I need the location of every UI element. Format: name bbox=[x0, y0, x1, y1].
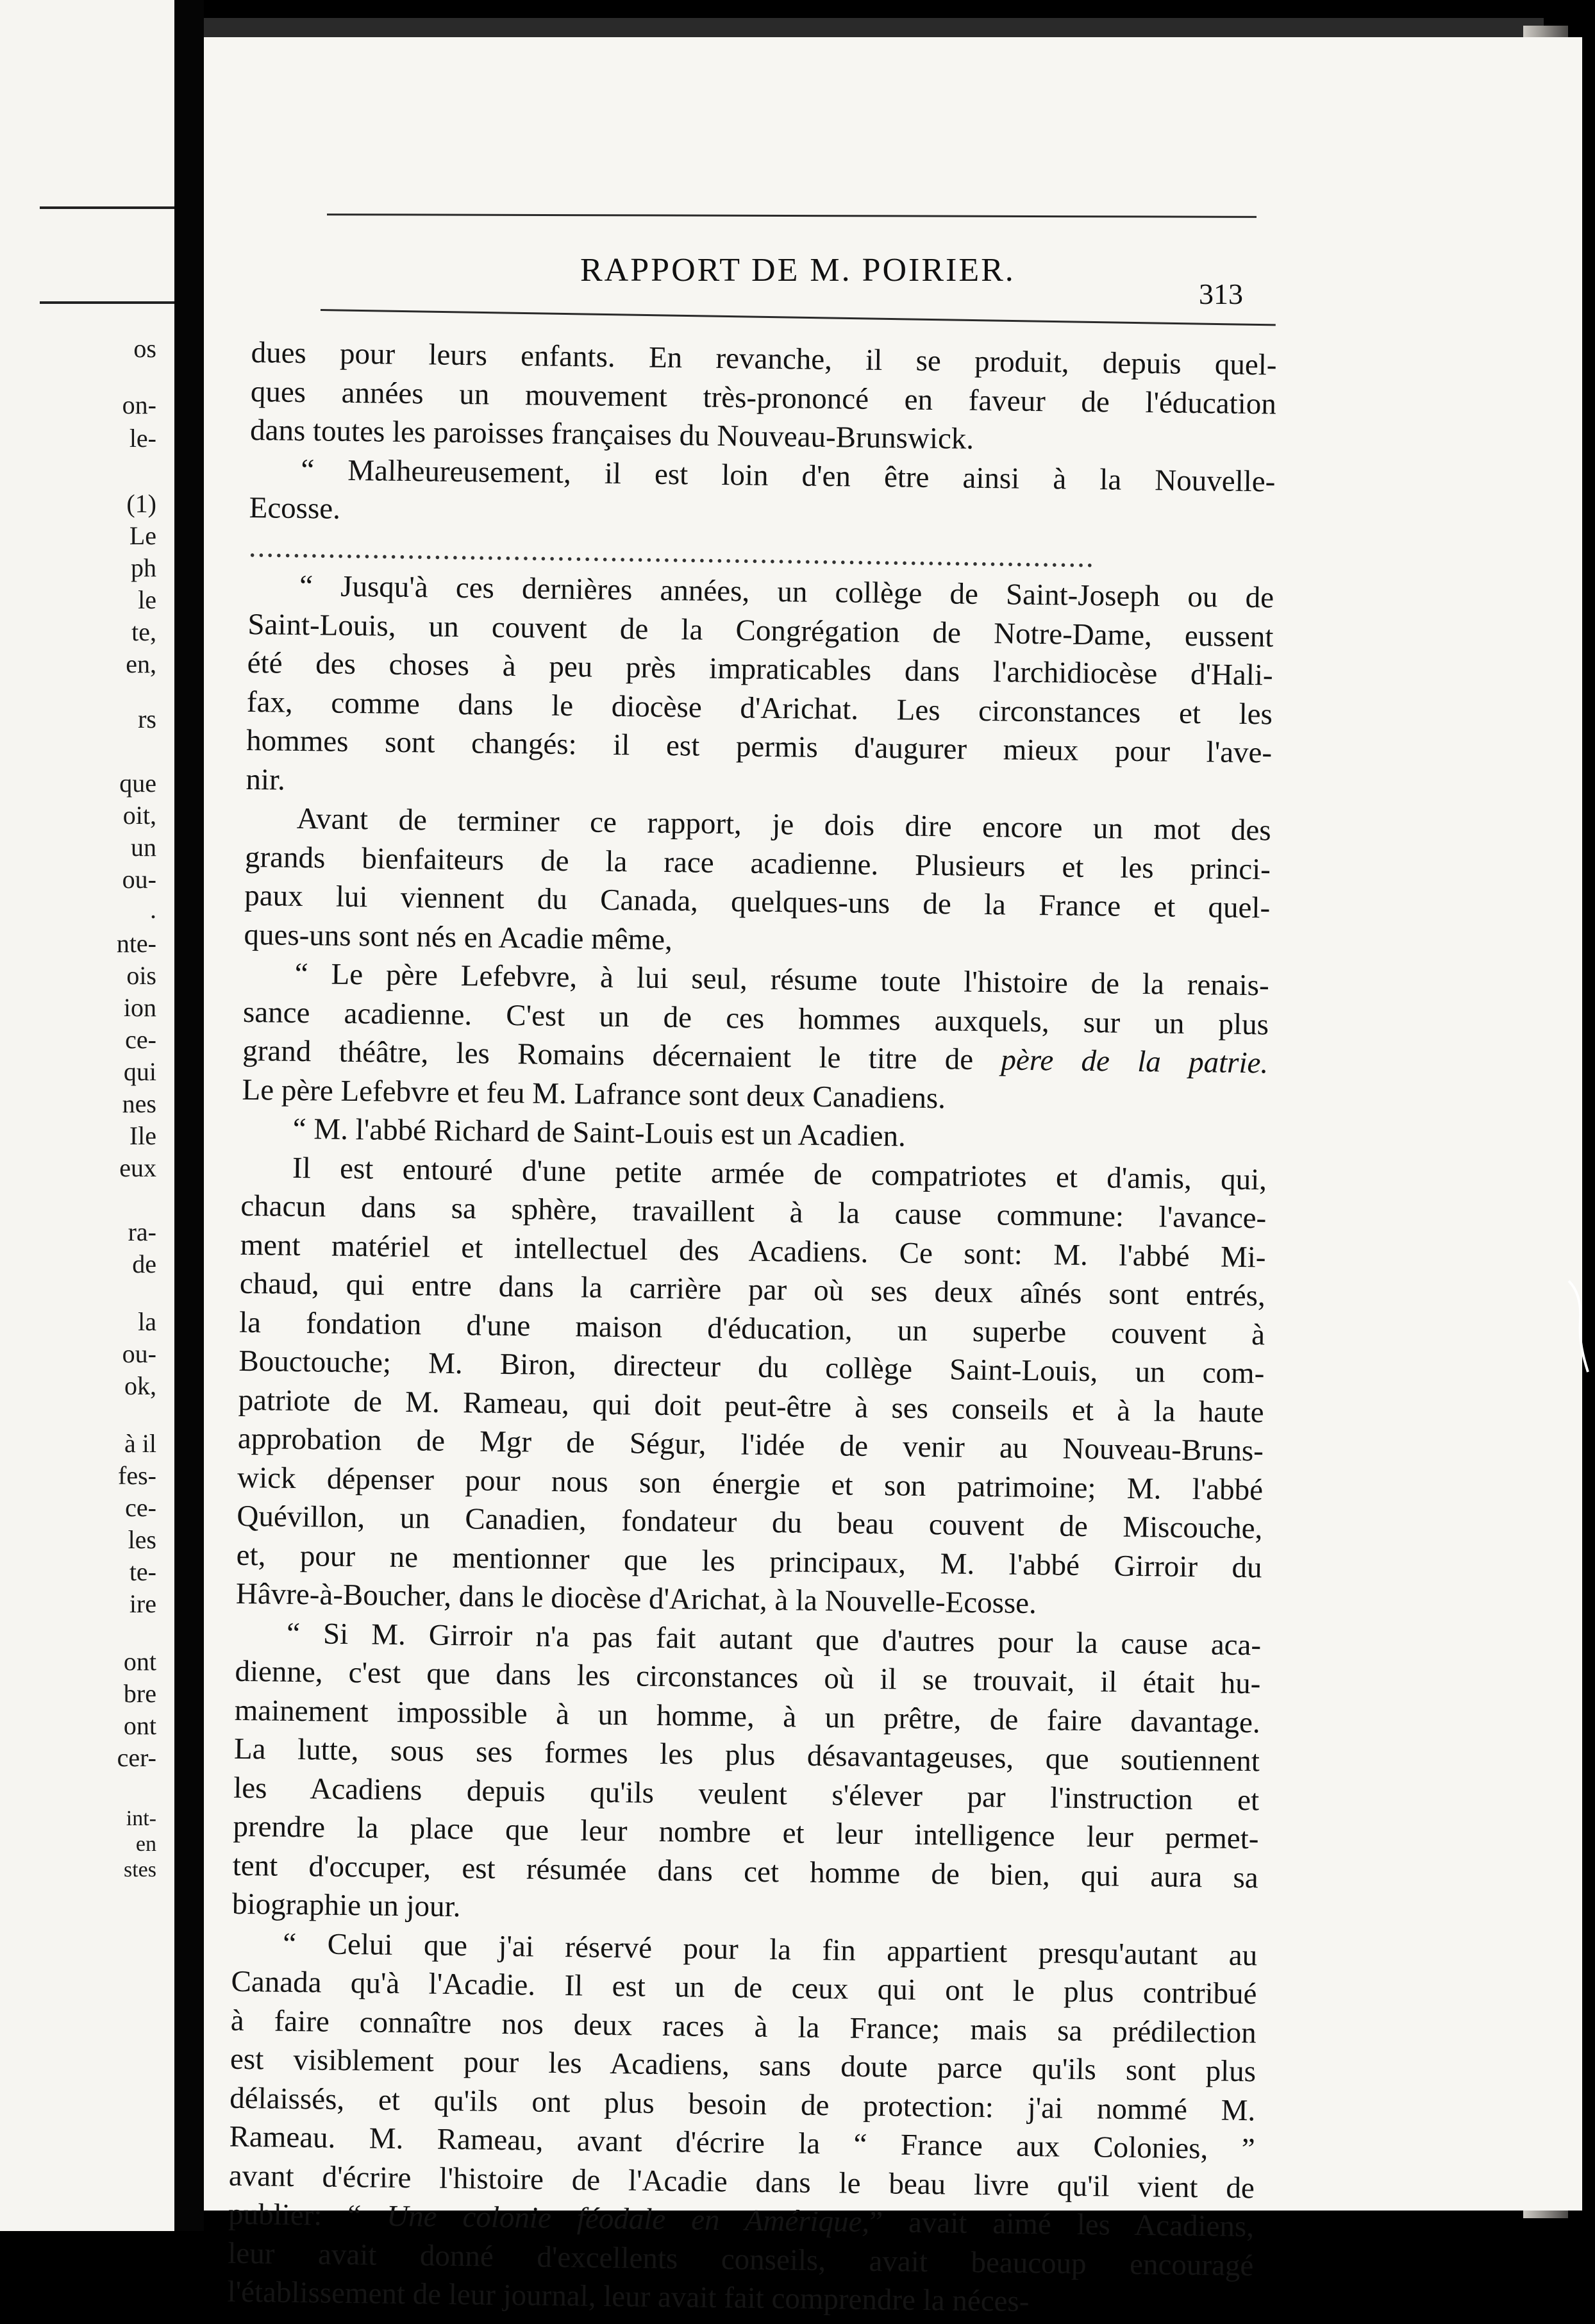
facing-page-rule bbox=[40, 301, 174, 304]
text-line: paux lui viennent du Canada, quelques-uns de la France et quel- bbox=[244, 878, 1271, 925]
page-number: 313 bbox=[1199, 278, 1243, 310]
fragment-text: ont bbox=[123, 1647, 156, 1676]
text-line: chaud, qui entre dans la carrière par où ses deux aînés sont entrés, bbox=[239, 1266, 1266, 1313]
text-line: nir. bbox=[246, 762, 286, 797]
fragment-text: fes- bbox=[118, 1461, 156, 1490]
fragment-text: de bbox=[132, 1250, 156, 1278]
text-line: dienne, c'est que dans les circonstances où il se trouvait, il était hu- bbox=[235, 1654, 1261, 1701]
text-line: Quévillon, un Canadien, fondateur du beau couvent de Miscouche, bbox=[237, 1499, 1263, 1546]
line-text: grand théâtre, les Romains décernaient le titre de bbox=[242, 1033, 1001, 1077]
text-line: tent d'occuper, est résumée dans cet homme de bien, qui aura sa bbox=[232, 1848, 1259, 1894]
fragment-text: en bbox=[135, 1832, 156, 1856]
text-line: grands bienfaiteurs de la race acadienne. Plusieurs et les princi- bbox=[244, 840, 1271, 886]
fragment-text: la bbox=[138, 1307, 156, 1336]
text-line: à faire connaître nos deux races à la France; mais sa prédilection bbox=[230, 2003, 1257, 2050]
italic-book-title: Une colonie féodale en Amérique, bbox=[386, 2199, 870, 2239]
line-text: ” avait aimé les Acadiens, bbox=[869, 2205, 1255, 2244]
fragment-text: Ile bbox=[129, 1121, 156, 1150]
text-line: “ M. l'abbé Richard de Saint-Louis est un Acadien. bbox=[292, 1112, 906, 1153]
text-line: biographie un jour. bbox=[231, 1887, 461, 1924]
italic-phrase: père de la patrie. bbox=[1001, 1043, 1269, 1080]
text-line: Il est entouré d'une petite armée de compatriotes et d'amis, qui, bbox=[292, 1151, 1267, 1196]
fragment-text: oit, bbox=[122, 801, 156, 830]
fragment-text: nte- bbox=[116, 929, 156, 958]
fragment-text: nes bbox=[122, 1089, 156, 1118]
fragment-text: ou- bbox=[122, 865, 156, 894]
text-line: “ Malheureusement, il est loin d'en être ainsi à la Nouvelle- bbox=[301, 453, 1276, 499]
text-line: été des choses à peu près impraticables dans l'archidiocèse d'Hali- bbox=[247, 646, 1273, 692]
fragment-text: ont bbox=[123, 1711, 156, 1740]
fragment-text: ou- bbox=[122, 1339, 156, 1368]
text-line: et, pour ne mentionner que les principaux, M. l'abbé Girroir du bbox=[236, 1538, 1262, 1584]
text-line: fax, comme dans le diocèse d'Arichat. Les circonstances et les bbox=[246, 685, 1273, 731]
fragment-text: ois bbox=[126, 961, 156, 990]
text-line: “ Si M. Girroir n'a pas fait autant que d'autres pour la cause aca- bbox=[286, 1616, 1262, 1662]
fragment-text: ce- bbox=[125, 1493, 156, 1522]
fragment-text: eux bbox=[119, 1153, 156, 1182]
fragment-text: ph bbox=[131, 553, 156, 582]
text-line: ques-uns sont nés en Acadie même, bbox=[244, 917, 673, 957]
text-line: l'établissement de leur journal, leur avait fait comprendre la néces- bbox=[227, 2275, 1030, 2319]
fragment-text: stes bbox=[124, 1858, 156, 1882]
fragment-text: . bbox=[150, 895, 156, 924]
fragment-text: le- bbox=[129, 424, 156, 453]
text-line: est visiblement pour les Acadiens, sans doute parce qu'ils sont plus bbox=[230, 2042, 1257, 2089]
text-line: Saint-Louis, un couvent de la Congrégation de Notre-Dame, eussent bbox=[247, 607, 1274, 654]
book-gutter bbox=[174, 0, 204, 2231]
fragment-text: int- bbox=[126, 1807, 156, 1830]
fragment-text: rs bbox=[138, 705, 156, 733]
fragment-text: (1) bbox=[126, 489, 156, 518]
fragment-text: le bbox=[138, 585, 156, 614]
fragment-text: on- bbox=[122, 390, 156, 419]
line-text: publier: “ bbox=[228, 2197, 387, 2233]
fragment-text: que bbox=[119, 769, 156, 798]
text-line: prendre la place que leur nombre et leur intelligence leur permet- bbox=[233, 1809, 1259, 1856]
text-line: La lutte, sous ses formes les plus désavantageuses, que soutiennent bbox=[233, 1732, 1260, 1778]
text-line: chacun dans sa sphère, travaillent à la cause commune: l'avance- bbox=[240, 1189, 1267, 1235]
text-line: leur avait donné d'excellents conseils, avait beaucoup encouragé bbox=[228, 2236, 1254, 2282]
fragment-text: ire bbox=[129, 1589, 156, 1618]
text-line: Bouctouche; M. Biron, directeur du collège Saint-Louis, un com- bbox=[238, 1344, 1265, 1391]
text-line: patriote de M. Rameau, qui doit peut-être à ses conseils et à la haute bbox=[238, 1383, 1264, 1429]
text-line: Avant de terminer ce rapport, je dois dire encore un mot des bbox=[296, 801, 1271, 848]
fragment-text: te- bbox=[129, 1557, 156, 1586]
fragment-text: ra- bbox=[128, 1217, 156, 1246]
text-line: sance acadienne. C'est un de ces hommes auxquels, sur un plus bbox=[242, 995, 1269, 1041]
page-top-edge bbox=[204, 18, 1544, 37]
text-line: “ Le père Lefebvre, à lui seul, résume toute l'histoire de la renais- bbox=[294, 957, 1270, 1003]
text-line: hommes sont changés: il est permis d'augurer mieux pour l'ave- bbox=[246, 723, 1273, 770]
text-line: ment matériel et intellectuel des Acadiens. Ce sont: M. l'abbé Mi- bbox=[240, 1228, 1266, 1274]
text-line: wick dépenser pour nous son énergie et son patrimoine; M. l'abbé bbox=[237, 1460, 1264, 1507]
fragment-text: en, bbox=[126, 649, 156, 678]
fragment-text: ok, bbox=[124, 1371, 156, 1400]
fragment-text: ce- bbox=[125, 1025, 156, 1054]
text-line: Le père Lefebvre et feu M. Lafrance sont deux Canadiens. bbox=[242, 1073, 946, 1115]
text-line: approbation de Mgr de Ségur, l'idée de venir au Nouveau-Bruns- bbox=[237, 1421, 1264, 1468]
fragment-text: bre bbox=[123, 1679, 156, 1708]
text-line: Canada qu'à l'Acadie. Il est un de ceux qui ont le plus contribué bbox=[231, 1964, 1257, 2011]
text-line: Ecosse. bbox=[249, 490, 341, 526]
text-line: dues pour leurs enfants. En revanche, il se produit, depuis quel- bbox=[251, 335, 1277, 382]
body-text bbox=[227, 333, 1277, 2324]
text-line: avant d'écrire l'histoire de l'Acadie dans le beau livre qu'il vient de bbox=[228, 2159, 1255, 2205]
text-line: mainement impossible à un homme, à un prêtre, de faire davantage. bbox=[234, 1693, 1260, 1739]
running-header: RAPPORT DE M. POIRIER. bbox=[580, 252, 1015, 288]
text-line: “ Celui que j'ai réservé pour la fin appartient presqu'autant au bbox=[283, 1927, 1258, 1972]
fragment-text: à il bbox=[124, 1429, 156, 1458]
fragment-text: les bbox=[128, 1525, 156, 1554]
text-line: les Acadiens depuis qu'ils veulent s'élever par l'instruction et bbox=[233, 1771, 1260, 1817]
ellipsis-line: ................................................................................................ bbox=[248, 530, 1096, 574]
fragment-text: os bbox=[133, 334, 156, 363]
fragment-text: un bbox=[131, 833, 156, 862]
text-line: Hâvre-à-Boucher, dans le diocèse d'Arichat, à la Nouvelle-Ecosse. bbox=[235, 1576, 1037, 1621]
text-line: la fondation d'une maison d'éducation, un superbe couvent à bbox=[238, 1305, 1265, 1351]
fragment-text: qui bbox=[123, 1057, 156, 1086]
fragment-text: ion bbox=[123, 993, 156, 1022]
text-line: ques années un mouvement très-prononcé en faveur de l'éducation bbox=[250, 374, 1277, 421]
facing-page-rule bbox=[40, 206, 174, 209]
fragment-text: cer- bbox=[117, 1743, 156, 1772]
scan-artifact-mark bbox=[1567, 1276, 1593, 1378]
fragment-text: Le bbox=[129, 521, 156, 550]
text-line: Rameau. M. Rameau, avant d'écrire la “ France aux Colonies, ” bbox=[229, 2119, 1255, 2166]
facing-page-fragment bbox=[0, 0, 174, 2231]
fragment-text: te, bbox=[131, 617, 156, 646]
text-line: dans toutes les paroisses françaises du Nouveau-Brunswick. bbox=[249, 413, 974, 456]
text-line: “ Jusqu'à ces dernières années, un collège de Saint-Joseph ou de bbox=[299, 569, 1274, 615]
text-line: délaissés, et qu'ils ont plus besoin de protection: j'ai nommé M. bbox=[230, 2081, 1256, 2127]
